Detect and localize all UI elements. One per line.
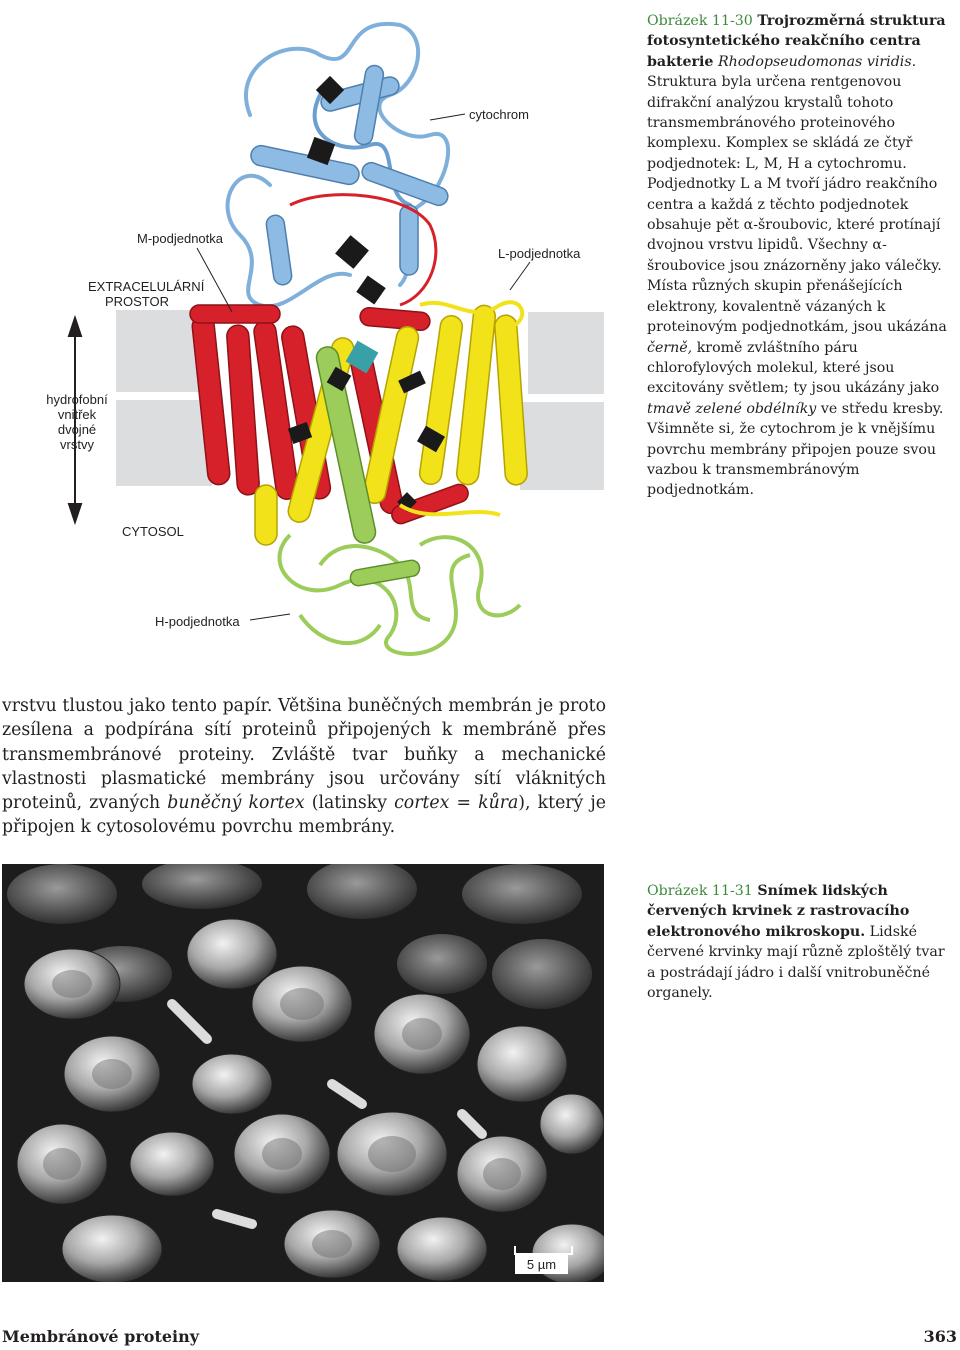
figure-11-31-text: Lidské červené krvinky mají různě zploštělý tvar a postrádají jádro i další vnitrobuněčné organely.: [647, 923, 945, 1002]
figure-11-30-number: Obrázek 11-30: [647, 13, 753, 29]
label-l-subunit: L-podjednotka: [498, 246, 581, 261]
figure-11-30-text-3: ve středu kresby. Všimněte si, že cytochrom je k vnějšímu povrchu membrány připojen pouze svou vazbou k transmembránovým podjednotkám.: [647, 400, 944, 499]
red-blood-cells-sem-image: [2, 864, 604, 1282]
label-hydrophobic-interior: [36, 392, 118, 452]
figure-11-30-caption: [647, 11, 957, 501]
label-extracellular-line1: EXTRACELULÁRNÍ: [88, 279, 205, 294]
label-hydrophobic-line4: vrstvy: [60, 437, 94, 452]
body-italic-3: kůra: [478, 793, 519, 814]
figure-11-31-number: Obrázek 11-31: [647, 883, 753, 899]
body-text-4: ), který je připojen k cytosolovému povrchu membrány.: [2, 793, 607, 838]
label-hydrophobic-line2: vnitřek: [57, 407, 97, 422]
body-italic-2: cortex: [394, 793, 450, 814]
body-text-1: vrstvu tlustou jako tento papír. Většina buněčných membrán je proto zesílena a podpírána sítí proteinů připojených k membráně přes transmembránové proteiny. Zvláště tvar buňky a mechanické vlastnosti plasmatické membrány jsou určovány sítí vláknitých proteinů, zvaných: [2, 696, 606, 814]
figure-11-30-text-1: Struktura byla určena rentgenovou difrakční analýzou krystalů tohoto transmembránového proteinového komplexu. Komplex se skládá ze čtyř podjednotek: L, M, H a cytochromu. Podjednotky L a M tvoří jádro reakčního centra a každá z těchto podjednotek obsahuje pět α-šroubovic, které protínají dvojnou vrstvu lipidů. Všechny α-šroubovice jsou znázorněny jako válečky. Místa různých skupin přenášejících elektrony, kovalentně vázaných k proteinovým podjednotkám, jsou ukázána: [647, 74, 947, 336]
figure-11-30-italic-1: černě,: [647, 339, 693, 356]
body-text-2: (latinsky: [311, 793, 387, 814]
label-hydrophobic-line1: hydrofobní: [46, 392, 108, 407]
figure-11-30-italic-2: tmavě zelené obdélníky: [647, 400, 817, 417]
scale-bar-label-box: [515, 1254, 568, 1274]
label-h-subunit: H-podjednotka: [155, 614, 240, 629]
label-extracellular: [88, 279, 205, 309]
label-hydrophobic-line3: dvojné: [57, 422, 97, 437]
figure-11-31-title: Snímek lidských červených krvinek z rastrovacího elektronového mikroskopu.: [647, 883, 910, 940]
body-paragraph: [2, 694, 606, 840]
body-italic-1: buněčný kortex: [167, 793, 305, 814]
footer-page-number: 363: [923, 1327, 957, 1346]
scale-bar-label: 5 µm: [526, 1257, 557, 1272]
body-text-3: =: [456, 793, 471, 814]
figure-11-31-micrograph: [2, 864, 604, 1282]
footer-section-title: Membránové proteiny: [2, 1327, 200, 1346]
label-extracellular-line2: PROSTOR: [104, 294, 170, 309]
figure-11-30-text-2: kromě zvláštního páru chlorofylových molekul, které jsou excitovány světlem; ty jsou ukázány jako: [647, 339, 940, 397]
figure-11-30-species: Rhodopseudomonas viridis.: [717, 53, 917, 70]
label-cytosol: CYTOSOL: [122, 524, 184, 539]
figure-11-31-caption: [647, 881, 957, 1003]
label-cytochrome: cytochrom: [469, 107, 529, 122]
figure-11-30-title: Trojrozměrná struktura fotosyntetického reakčního centra bakterie: [647, 13, 946, 70]
label-m-subunit: M-podjednotka: [137, 231, 223, 246]
